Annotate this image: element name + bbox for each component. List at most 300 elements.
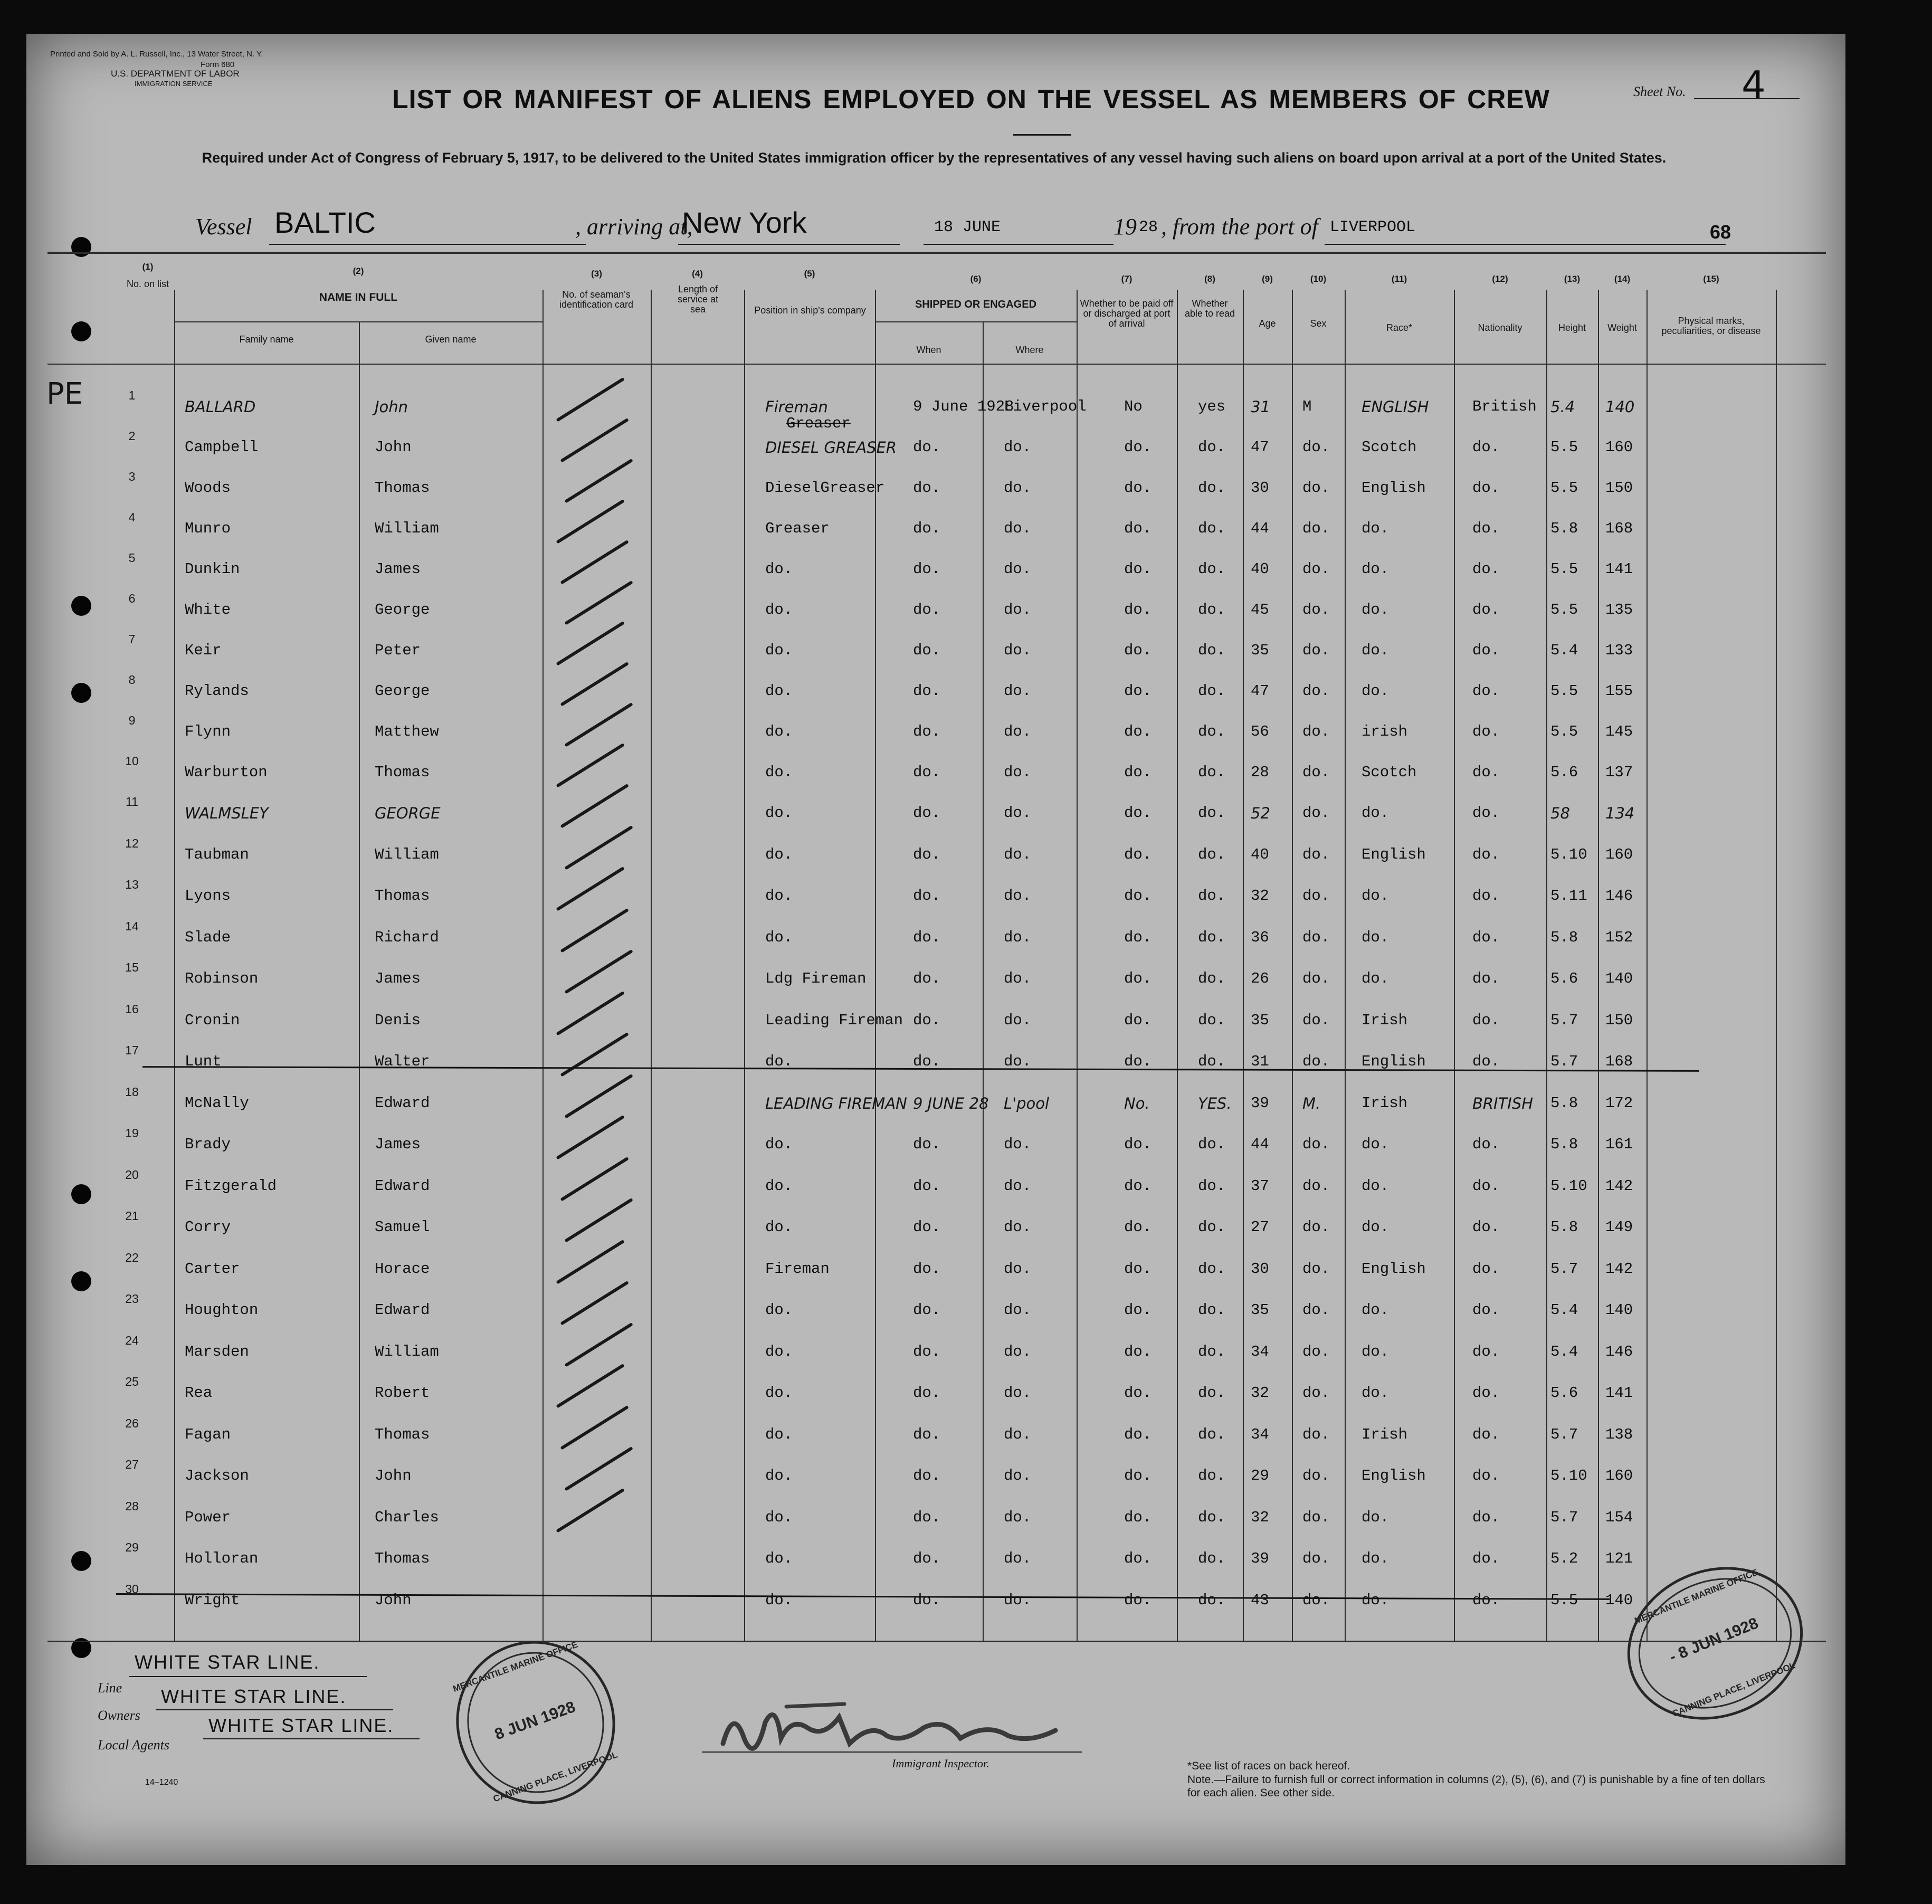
arrival-port: New York (682, 206, 807, 239)
age: 35 (1251, 1011, 1269, 1029)
vessel-label: Vessel (195, 214, 252, 240)
age: 36 (1251, 928, 1269, 946)
nationality: do. (1472, 601, 1500, 618)
race: do. (1362, 642, 1389, 659)
shipped-when: do. (913, 804, 941, 822)
paid-off: do. (1124, 1425, 1152, 1443)
given-name: George (375, 601, 430, 618)
shipped-when: do. (913, 1260, 941, 1278)
family-name: Lunt (185, 1053, 222, 1070)
family-name: McNally (185, 1094, 249, 1112)
check-mark-icon (560, 1032, 629, 1077)
weight: 142 (1605, 1177, 1633, 1195)
family-name: Taubman (185, 845, 249, 863)
paid-off: do. (1124, 928, 1152, 946)
height: 5.5 (1550, 682, 1578, 700)
height: 5.11 (1550, 887, 1587, 905)
height: 5.8 (1550, 1218, 1578, 1236)
family-name: BALLARD (185, 398, 256, 416)
age: 30 (1251, 1260, 1269, 1278)
height: 5.6 (1550, 970, 1578, 987)
able-to-read: do. (1198, 723, 1226, 740)
punch-hole (71, 321, 91, 341)
sex: do. (1302, 1301, 1330, 1319)
given-name: William (375, 1343, 439, 1360)
given-name: Thomas (375, 479, 430, 497)
col6-header: SHIPPED OR ENGAGED (915, 299, 1037, 310)
check-mark-icon (564, 825, 633, 870)
col15-header: Physical marks, peculiarities, or disease (1661, 316, 1761, 336)
able-to-read: do. (1198, 560, 1226, 578)
given-name: James (375, 1136, 421, 1153)
sex: do. (1302, 1384, 1330, 1402)
row-number: 15 (125, 960, 139, 974)
able-to-read: do. (1198, 1177, 1226, 1195)
col-divider (744, 290, 745, 1641)
col3-number: (3) (591, 269, 602, 279)
weight: 160 (1605, 1467, 1633, 1484)
given-name: John (375, 1591, 412, 1609)
sex: do. (1302, 1343, 1330, 1360)
year-suffix: 28 (1139, 218, 1158, 236)
shipped-where: do. (1004, 1136, 1032, 1153)
able-to-read: do. (1198, 1425, 1226, 1443)
row-number: 17 (125, 1043, 139, 1057)
nationality: do. (1472, 1591, 1500, 1609)
check-mark-icon (560, 784, 629, 829)
age: 32 (1251, 1384, 1269, 1402)
row-number: 6 (128, 592, 136, 605)
race: do. (1362, 520, 1389, 537)
paid-off: do. (1124, 970, 1152, 987)
ship-position: do. (765, 1384, 793, 1402)
col9-number: (9) (1262, 274, 1273, 284)
paid-off: do. (1124, 887, 1152, 905)
row-number: 14 (125, 919, 139, 933)
weight: 146 (1605, 887, 1633, 905)
height: 5.8 (1550, 928, 1578, 946)
nationality: BRITISH (1472, 1094, 1534, 1112)
nationality: do. (1472, 1260, 1500, 1278)
check-mark-icon (556, 499, 624, 544)
shipped-when: do. (913, 1343, 941, 1360)
ship-position: Greaser (765, 520, 830, 537)
height: 5.8 (1550, 520, 1578, 537)
year-prefix: 19 (1113, 214, 1137, 240)
owners-label: Owners (98, 1708, 140, 1723)
form-number: Form 680 (201, 60, 235, 69)
nationality: do. (1472, 479, 1500, 497)
age: 35 (1251, 642, 1269, 659)
col1-header: No. on list (126, 279, 169, 289)
from-port-label: , from the port of (1161, 214, 1318, 240)
nationality: do. (1472, 1384, 1500, 1402)
race: English (1362, 1260, 1426, 1278)
able-to-read: do. (1198, 439, 1226, 456)
shipped-where: do. (1004, 764, 1032, 781)
weight: 140 (1605, 1301, 1633, 1319)
able-to-read: do. (1198, 804, 1226, 822)
shipped-where: do. (1004, 642, 1032, 659)
check-mark-icon (560, 418, 629, 463)
shipped-where: do. (1004, 1343, 1032, 1360)
height: 58 (1550, 804, 1570, 822)
line-label: Line (98, 1680, 122, 1696)
check-mark-icon (556, 867, 624, 911)
col3-header: No. of seaman's identification card (559, 289, 634, 310)
ship-position: do. (765, 1591, 793, 1609)
shipped-when: do. (913, 479, 941, 497)
age: 40 (1251, 560, 1269, 578)
family-name: Robinson (185, 970, 259, 987)
height: 5.2 (1550, 1550, 1578, 1567)
shipped-where: do. (1004, 1550, 1032, 1567)
race: do. (1362, 887, 1389, 905)
given-name: Matthew (375, 723, 439, 740)
able-to-read: do. (1198, 682, 1226, 700)
sex: M. (1302, 1094, 1321, 1112)
race: Irish (1362, 1094, 1408, 1112)
col11-header: Race* (1386, 322, 1413, 333)
check-mark-icon (556, 1115, 624, 1160)
check-mark-icon (564, 459, 633, 503)
able-to-read: do. (1198, 520, 1226, 537)
able-to-read: do. (1198, 845, 1226, 863)
age: 44 (1251, 520, 1269, 537)
stamp-bottom-text: CANNING PLACE, LIVERPOOL (492, 1749, 619, 1804)
age: 32 (1251, 1508, 1269, 1526)
race: do. (1362, 601, 1389, 618)
paid-off: do. (1124, 1218, 1152, 1236)
shipped-where: do. (1004, 1053, 1032, 1070)
shipped-when: do. (913, 970, 941, 987)
row-number: 10 (125, 754, 139, 768)
shipped-when: do. (913, 560, 941, 578)
weight: 152 (1605, 928, 1633, 946)
col2b-header: Given name (425, 334, 477, 345)
col2-number: (2) (353, 266, 364, 276)
ship-position: DIESEL GREASER (765, 439, 897, 456)
sex: do. (1302, 845, 1330, 863)
stamp-top-text: MERCANTILE MARINE OFFICE (1633, 1567, 1759, 1626)
race: Irish (1362, 1425, 1408, 1443)
check-mark-icon (560, 662, 629, 707)
sex: do. (1302, 1508, 1330, 1526)
given-name: Edward (375, 1177, 430, 1195)
race: Scotch (1362, 439, 1417, 456)
stamp-date: 8 JUN 1928 (492, 1698, 578, 1744)
paid-off: do. (1124, 1260, 1152, 1278)
race: do. (1362, 560, 1389, 578)
col1-number: (1) (142, 262, 154, 272)
weight: 137 (1605, 764, 1633, 781)
ship-position: do. (765, 1343, 793, 1360)
ship-position: Ldg Fireman (765, 970, 867, 987)
paid-off: do. (1124, 723, 1152, 740)
shipped-when: do. (913, 642, 941, 659)
shipped-when: do. (913, 1301, 941, 1319)
paid-off: do. (1124, 560, 1152, 578)
sex: do. (1302, 642, 1330, 659)
nationality: do. (1472, 1508, 1500, 1526)
inspector-line (702, 1751, 1082, 1753)
given-name: Edward (375, 1301, 430, 1319)
col-divider (359, 321, 360, 1641)
struck-position: Greaser (786, 415, 851, 432)
given-name: Thomas (375, 887, 430, 905)
check-mark-icon (560, 1156, 629, 1201)
col5-header: Position in ship's company (754, 305, 866, 316)
paid-off: do. (1124, 1011, 1152, 1029)
col-divider (651, 290, 652, 1641)
able-to-read: do. (1198, 1508, 1226, 1526)
sex: do. (1302, 1591, 1330, 1609)
family-name: Marsden (185, 1343, 249, 1360)
col-divider (543, 290, 544, 1641)
height: 5.7 (1550, 1508, 1578, 1526)
age: 43 (1251, 1591, 1269, 1609)
given-name: James (375, 560, 421, 578)
col14-number: (14) (1614, 274, 1631, 284)
paid-off: do. (1124, 1136, 1152, 1153)
vessel-underline (269, 244, 586, 245)
col4-number: (4) (692, 269, 703, 279)
row-number: 20 (125, 1167, 139, 1182)
given-name: John (375, 1467, 412, 1484)
row-number: 22 (125, 1250, 139, 1264)
height: 5.6 (1550, 764, 1578, 781)
col11-number: (11) (1391, 274, 1407, 284)
family-name: Power (185, 1508, 231, 1526)
family-name: Fitzgerald (185, 1177, 277, 1195)
shipped-when: do. (913, 1053, 941, 1070)
family-name: Warburton (185, 764, 268, 781)
ship-position: do. (765, 1550, 793, 1567)
ship-position: LEADING FIREMAN (765, 1094, 907, 1112)
row-number: 4 (128, 510, 136, 524)
paid-off: do. (1124, 439, 1152, 456)
shipped-when: 9 June 1928 (913, 398, 1014, 415)
nationality: do. (1472, 1301, 1500, 1319)
paid-off: do. (1124, 520, 1152, 537)
table-header-border (47, 364, 1826, 365)
paid-off: do. (1124, 1508, 1152, 1526)
age: 39 (1251, 1094, 1269, 1112)
row-number: 26 (125, 1416, 139, 1430)
ship-position: do. (765, 764, 793, 781)
shipped-where: do. (1004, 1508, 1032, 1526)
age: 37 (1251, 1177, 1269, 1195)
col7-number: (7) (1121, 274, 1132, 284)
col-divider (1647, 290, 1648, 1641)
nationality: do. (1472, 723, 1500, 740)
age: 34 (1251, 1425, 1269, 1443)
printer-note: Printed and Sold by A. L. Russell, Inc., 13 Water Street, N. Y. (50, 50, 263, 59)
height: 5.4 (1550, 1301, 1578, 1319)
family-name: Cronin (185, 1011, 240, 1029)
weight: 145 (1605, 723, 1633, 740)
race: do. (1362, 682, 1389, 700)
row-number: 9 (128, 713, 136, 727)
row-number: 23 (125, 1292, 139, 1306)
sex: do. (1302, 560, 1330, 578)
given-name: Thomas (375, 1550, 430, 1567)
paid-off: do. (1124, 601, 1152, 618)
paid-off: do. (1124, 764, 1152, 781)
ship-position: do. (765, 1136, 793, 1153)
inspector-signature (712, 1686, 1071, 1765)
sex: do. (1302, 1218, 1330, 1236)
nationality: do. (1472, 887, 1500, 905)
nationality: do. (1472, 1343, 1500, 1360)
given-name: Samuel (375, 1218, 430, 1236)
family-name: Lyons (185, 887, 231, 905)
col9-header: Age (1259, 318, 1276, 329)
check-mark-icon (564, 1198, 633, 1243)
col15-number: (15) (1703, 274, 1719, 284)
height: 5.7 (1550, 1425, 1578, 1443)
sex: do. (1302, 1136, 1330, 1153)
race: do. (1362, 1384, 1389, 1402)
family-name: Carter (185, 1260, 240, 1278)
row-number: 2 (128, 429, 136, 443)
punch-hole (71, 596, 91, 616)
manifest-subtitle: Required under Act of Congress of February 5, 1917, to be delivered to the United States immigration officer by the representatives of any vessel having such aliens on board upon arrival at a port of the United States. (202, 150, 1667, 166)
check-mark-icon (560, 540, 629, 585)
row-number: 7 (128, 632, 136, 646)
race: English (1362, 1053, 1426, 1070)
table-top-border (47, 252, 1826, 254)
shipped-where: do. (1004, 1467, 1032, 1484)
shipped-where: do. (1004, 1218, 1032, 1236)
row-number: 19 (125, 1126, 139, 1140)
sheet-number-value: 4 (1741, 63, 1766, 107)
paid-off: No. (1124, 1094, 1150, 1112)
height: 5.7 (1550, 1260, 1578, 1278)
col14-header: Weight (1607, 322, 1637, 333)
nationality: British (1472, 398, 1537, 415)
local-agents-underline (203, 1738, 420, 1739)
title-underline (1013, 134, 1071, 136)
nationality: do. (1472, 520, 1500, 537)
weight: 140 (1605, 970, 1633, 987)
weight: 140 (1605, 398, 1635, 416)
able-to-read: do. (1198, 1384, 1226, 1402)
age: 27 (1251, 1218, 1269, 1236)
col-divider (1345, 290, 1346, 1641)
ship-position: do. (765, 1301, 793, 1319)
weight: 161 (1605, 1136, 1633, 1153)
sex: M (1302, 398, 1312, 415)
weight: 150 (1605, 1011, 1633, 1029)
paid-off: do. (1124, 1177, 1152, 1195)
height: 5.4 (1550, 642, 1578, 659)
shipped-where: do. (1004, 520, 1032, 537)
family-name: Rea (185, 1384, 213, 1402)
shipped-subheader-line (875, 321, 1077, 322)
col13-number: (13) (1564, 274, 1581, 284)
ship-position: do. (765, 723, 793, 740)
age: 31 (1251, 1053, 1269, 1070)
paid-off: do. (1124, 845, 1152, 863)
check-mark-icon (556, 743, 624, 788)
shipped-when: do. (913, 1591, 941, 1609)
family-name: WALMSLEY (185, 804, 269, 822)
weight: 142 (1605, 1260, 1633, 1278)
row-number: 13 (125, 878, 139, 891)
given-name: Robert (375, 1384, 430, 1402)
able-to-read: do. (1198, 928, 1226, 946)
able-to-read: do. (1198, 601, 1226, 618)
race: do. (1362, 1508, 1389, 1526)
sex: do. (1302, 601, 1330, 618)
shipped-where: do. (1004, 1011, 1032, 1029)
given-name: Charles (375, 1508, 439, 1526)
sex: do. (1302, 1467, 1330, 1484)
age: 52 (1251, 804, 1270, 822)
col-divider (1077, 290, 1078, 1641)
given-name: John (375, 398, 408, 416)
service-label: IMMIGRATION SERVICE (135, 80, 213, 88)
sex: do. (1302, 1011, 1330, 1029)
nationality: do. (1472, 1053, 1500, 1070)
ship-position: Leading Fireman (765, 1011, 903, 1029)
col-divider (1546, 290, 1547, 1641)
sex: do. (1302, 1177, 1330, 1195)
given-name: Richard (375, 928, 439, 946)
shipped-where: do. (1004, 804, 1032, 822)
shipped-where: do. (1004, 928, 1032, 946)
family-name: Wright (185, 1591, 240, 1609)
shipped-when: do. (913, 1136, 941, 1153)
check-mark-icon (560, 908, 629, 953)
weight: 141 (1605, 1384, 1633, 1402)
col5-number: (5) (804, 269, 815, 279)
manifest-title: LIST OR MANIFEST OF ALIENS EMPLOYED ON THE VESSEL AS MEMBERS OF CREW (392, 84, 1550, 114)
paid-off: do. (1124, 1591, 1152, 1609)
able-to-read: do. (1198, 1136, 1226, 1153)
paid-off: do. (1124, 642, 1152, 659)
check-mark-icon (556, 1239, 624, 1284)
sex: do. (1302, 887, 1330, 905)
col6b-header: Where (1015, 345, 1044, 355)
stamp-date: - 8 JUN 1928 (1667, 1614, 1761, 1666)
family-name: Flynn (185, 723, 231, 740)
able-to-read: do. (1198, 1467, 1226, 1484)
able-to-read: do. (1198, 1218, 1226, 1236)
nationality: do. (1472, 970, 1500, 987)
row-number: 16 (125, 1002, 139, 1016)
ship-position: do. (765, 601, 793, 618)
family-name: White (185, 601, 231, 618)
nationality: do. (1472, 804, 1500, 822)
race: English (1362, 1467, 1426, 1484)
given-name: Walter (375, 1053, 430, 1070)
sex: do. (1302, 439, 1330, 456)
race: Scotch (1362, 764, 1417, 781)
age: 45 (1251, 601, 1269, 618)
given-name: John (375, 439, 412, 456)
sex: do. (1302, 1425, 1330, 1443)
given-name: GEORGE (375, 804, 441, 822)
row-number: 27 (125, 1458, 139, 1471)
sex: do. (1302, 682, 1330, 700)
able-to-read: do. (1198, 1053, 1226, 1070)
check-mark-icon (556, 1488, 624, 1532)
given-name: James (375, 970, 421, 987)
race: English (1362, 845, 1426, 863)
col-divider (983, 321, 984, 1641)
